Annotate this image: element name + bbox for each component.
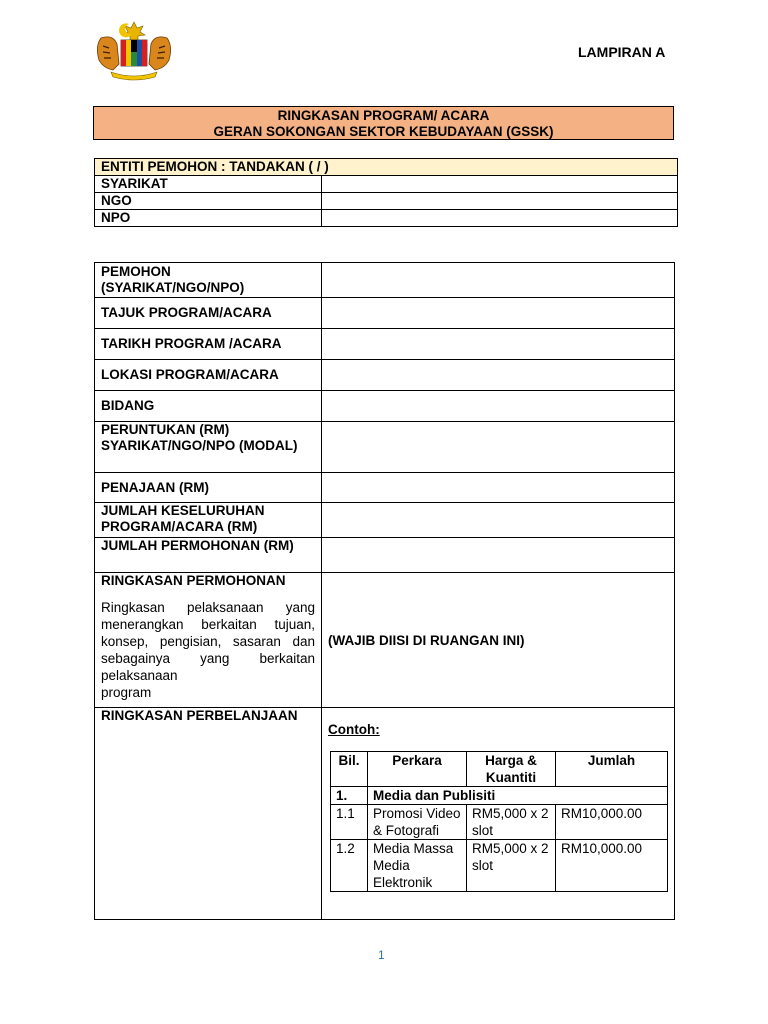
label-bidang: BIDANG	[95, 391, 322, 422]
label-pemohon: PEMOHON (SYARIKAT/NGO/NPO)	[95, 263, 322, 298]
label-tajuk: TAJUK PROGRAM/ACARA	[95, 298, 322, 329]
entity-label-syarikat: SYARIKAT	[95, 176, 322, 193]
table-row	[331, 840, 668, 892]
expense-row-harga: RM5,000 x 2 slot	[467, 805, 556, 840]
title-line-1: RINGKASAN PROGRAM/ ACARA	[277, 108, 490, 123]
label-penajaan: PENAJAAN (RM)	[95, 473, 322, 503]
expense-row-bil: 1.2	[331, 840, 368, 892]
field-bidang[interactable]	[322, 391, 675, 422]
field-jumlah-permohonan[interactable]	[322, 538, 675, 573]
expense-row-harga: RM5,000 x 2 slot	[467, 840, 556, 892]
entity-label-ngo: NGO	[95, 193, 322, 210]
label-jumlah-permohonan: JUMLAH PERMOHONAN (RM)	[95, 538, 322, 573]
expense-row-jumlah: RM10,000.00	[556, 840, 668, 892]
entity-check-npo[interactable]	[322, 210, 678, 227]
label-peruntukan: PERUNTUKAN (RM) SYARIKAT/NGO/NPO (MODAL)	[95, 422, 322, 473]
program-form-table	[94, 262, 675, 920]
ringkasan-permohonan-cell	[95, 573, 322, 708]
field-tajuk[interactable]	[322, 298, 675, 329]
expense-section-bil: 1.	[331, 787, 368, 805]
page-number: 1	[378, 948, 385, 962]
field-ringkasan-perbelanjaan	[322, 708, 675, 920]
label-lokasi: LOKASI PROGRAM/ACARA	[95, 360, 322, 391]
coat-of-arms-logo	[93, 20, 175, 82]
document-title	[93, 106, 674, 140]
label-jumlah-keseluruhan: JUMLAH KESELURUHAN PROGRAM/ACARA (RM)	[95, 503, 322, 538]
field-penajaan[interactable]	[322, 473, 675, 503]
field-peruntukan[interactable]	[322, 422, 675, 473]
lampiran-label: LAMPIRAN A	[578, 44, 666, 60]
entity-header: ENTITI PEMOHON : TANDAKAN ( / )	[95, 159, 678, 176]
expense-header-bil: Bil.	[331, 752, 368, 787]
entity-table	[94, 158, 678, 227]
field-tarikh[interactable]	[322, 329, 675, 360]
expense-table	[330, 751, 668, 892]
table-row	[331, 805, 668, 840]
expense-header-perkara: Perkara	[368, 752, 467, 787]
label-ringkasan-permohonan: RINGKASAN PERMOHONAN	[101, 573, 286, 588]
ringkasan-description-text: Ringkasan pelaksanaan yang menerangkan berkaitan tujuan, konsep, pengisian, sasaran dan sebagainya yang berkaitan pelaksanaan	[101, 600, 315, 683]
expense-row-bil: 1.1	[331, 805, 368, 840]
title-line-2: GERAN SOKONGAN SEKTOR KEBUDAYAAN (GSSK)	[213, 124, 554, 139]
entity-label-npo: NPO	[95, 210, 322, 227]
wajib-note: (WAJIB DIISI DI RUANGAN INI)	[328, 632, 525, 648]
expense-header-jumlah: Jumlah	[556, 752, 668, 787]
expense-header-harga: Harga & Kuantiti	[467, 752, 556, 787]
contoh-label: Contoh:	[328, 722, 380, 737]
ringkasan-description-last: program	[101, 685, 152, 700]
label-ringkasan-perbelanjaan: RINGKASAN PERBELANJAAN	[95, 708, 322, 920]
field-jumlah-keseluruhan[interactable]	[322, 503, 675, 538]
entity-check-syarikat[interactable]	[322, 176, 678, 193]
field-ringkasan-permohonan[interactable]	[322, 573, 675, 708]
field-pemohon[interactable]	[322, 263, 675, 298]
entity-check-ngo[interactable]	[322, 193, 678, 210]
expense-row-perkara: Promosi Video & Fotografi	[368, 805, 467, 840]
expense-section-label: Media dan Publisiti	[368, 787, 668, 805]
expense-row-perkara: Media Massa Media Elektronik	[368, 840, 467, 892]
label-tarikh: TARIKH PROGRAM /ACARA	[95, 329, 322, 360]
expense-row-jumlah: RM10,000.00	[556, 805, 668, 840]
ringkasan-description	[101, 599, 315, 701]
field-lokasi[interactable]	[322, 360, 675, 391]
